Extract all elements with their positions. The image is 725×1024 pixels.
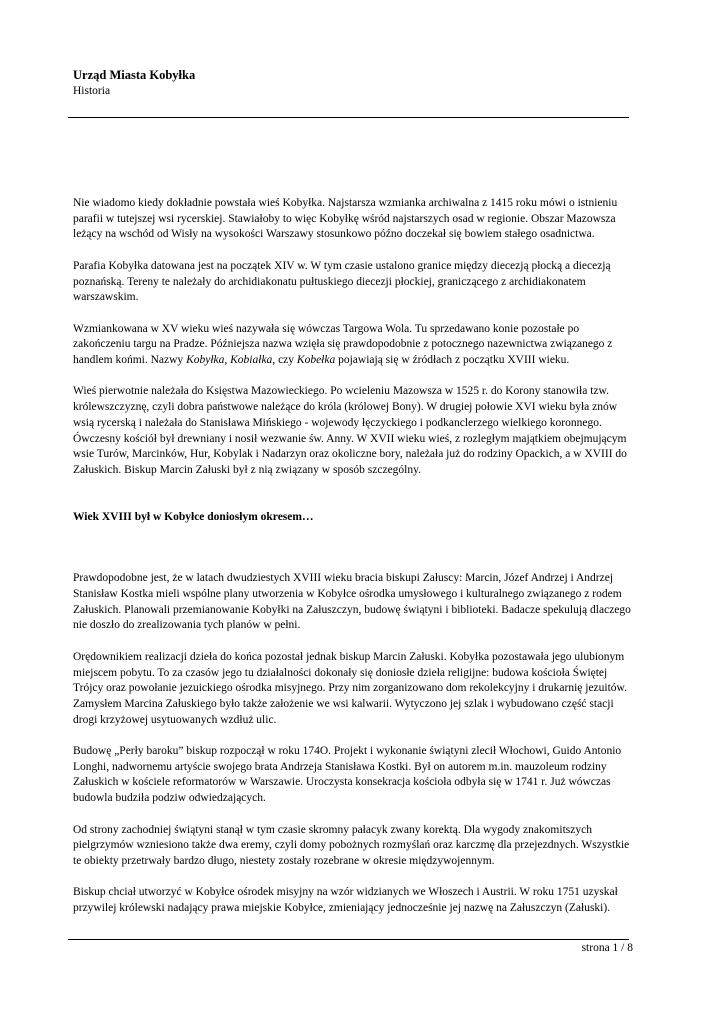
section-heading: Wiek XVIII był w Kobyłce doniosłym okresem… xyxy=(73,510,314,523)
paragraph: Parafia Kobyłka datowana jest na początek XIV w. W tym czasie ustalono granice między diecezją płocką a diecezją poznańską. Tereny te należały do archidiakonatu pułtuskiego diecezji płockiej, graniczącego z archidiakonatem warszawskim. xyxy=(73,259,611,304)
header-divider xyxy=(68,117,629,118)
paragraph: Od strony zachodniej świątyni stanął w tym czasie skromny pałacyk zwany korektą. Dla wygody znakomitszych pielgrzymów wzniesiono także dwa eremy, czyli domy pobożnych rozmyślań oraz karczmę dla przejezdnych. Wszystkie te obiekty przetrwały bardzo długo, niestety zostały rozebrane w okresie międzywojennym. xyxy=(73,823,630,867)
page-number: strona 1 / 8 xyxy=(581,942,633,954)
document-body xyxy=(73,196,633,932)
paragraph: Wieś pierwotnie należała do Księstwa Mazowieckiego. Po wcieleniu Mazowsza w 1525 r. do Korony stanowiła tzw. królewszczyznę, czyli dobra państwowe należące do króla (królowej Bony). W drugiej połowie XVI wieku była znów wsią rycerską i należała do Stanisława Mińskiego - wojewody łęczyckiego i podkanclerzego wielkiego koronnego. Ówczesny kościół był drewniany i nosił wezwanie św. Anny. W XVII wieku wieś, z rozległym majątkiem obejmującym wsie Turów, Marcinków, Hur, Kobylak i Nadarzyn oraz okoliczne bory, należała już do rodziny Opackich, a w XVIII do Załuskich. Biskup Marcin Załuski był z nią związany w sposób szczególny. xyxy=(73,385,627,476)
emphasized-name: Kobełka xyxy=(296,354,336,366)
document-subtitle: Historia xyxy=(73,85,111,97)
paragraph: Biskup chciał utworzyć w Kobyłce ośrodek misyjny na wzór widzianych we Włoszech i Austrii. W roku 1751 uzyskał przywilej królewski nadający prawa miejskie Kobyłce, zmieniający jednocześnie jej nazwę na Załuszczyn (Załuski). xyxy=(73,886,618,915)
paragraph xyxy=(73,322,633,369)
document-header xyxy=(73,67,195,99)
paragraph-text: pojawiają się w źródłach z początku XVIII wieku. xyxy=(335,354,570,366)
emphasized-names: Kobyłka, Kobiałka xyxy=(186,354,273,366)
paragraph: Budowę „Perły baroku” biskup rozpoczął w roku 174O. Projekt i wykonanie świątyni zlecił Włochowi, Guido Antonio Longhi, nadwornemu artyście swojego brata Andrzeja Stanisława Kostki. Był on autorem m.in. mauzoleum rodziny Załuskich w kościele reformatorów w Warszawie. Uroczysta konsekracja kościoła odbyła się w 1741 r. Już wówczas budowla budziła podziw odwiedzających. xyxy=(73,745,622,805)
paragraph: Prawdopodobne jest, że w latach dwudziestych XVIII wieku bracia biskupi Załuscy: Marcin, Józef Andrzej i Andrzej Stanisław Kostka mieli wspólne plany utworzenia w Kobyłce ośrodka umysłowego i kulturalnego związanego z rodem Załuskich. Planowali przemianowanie Kobyłki na Załuszczyn, budowę świątyni i biblioteki. Badacze spekulują dlaczego nie doszło do zrealizowania tych planów w pełni. xyxy=(73,572,631,632)
paragraph: Nie wiadomo kiedy dokładnie powstała wieś Kobyłka. Najstarsza wzmianka archiwalna z 1415 roku mówi o istnieniu parafii w tutejszej wsi rycerskiej. Stawiałoby to więc Kobyłkę wśród najstarszych osad w regionie. Obszar Mazowsza leżący na wschód od Wisły na wysokości Warszawy stosunkowo późno doczekał się bowiem stałego osadnictwa. xyxy=(73,197,618,241)
paragraph-text: , czy xyxy=(272,354,297,366)
paragraph: Orędownikiem realizacji dzieła do końca pozostał jednak biskup Marcin Załuski. Kobyłka pozostawała jego ulubionym miejscem pobytu. To za czasów jego tu działalności dokonały się doniosłe dzieła religijne: budowa kościoła Świętej Trójcy oraz powołanie jezuickiego ośrodka misyjnego. Przy nim zorganizowano dom rekolekcyjny i drukarnię jezuitów. Zamysłem Marcina Załuskiego było także założenie we wsi kalwarii. Wytyczono jej szlak i wybudowano część stacji drogi krzyżowej usytuowanych wzdłuż ulic. xyxy=(73,650,627,726)
footer-divider xyxy=(68,939,629,940)
document-title: Urząd Miasta Kobyłka xyxy=(73,68,196,82)
paragraph-text: Wzmiankowana w XV wieku wieś nazywała się wówczas Targowa Wola. Tu sprzedawano konie pozostałe po zakończeniu targu na Pradze. Późniejsza nazwa wzięła się prawdopodobnie z potocznego nazewnictwa związanego z handlem końmi. Nazwy xyxy=(73,322,613,366)
